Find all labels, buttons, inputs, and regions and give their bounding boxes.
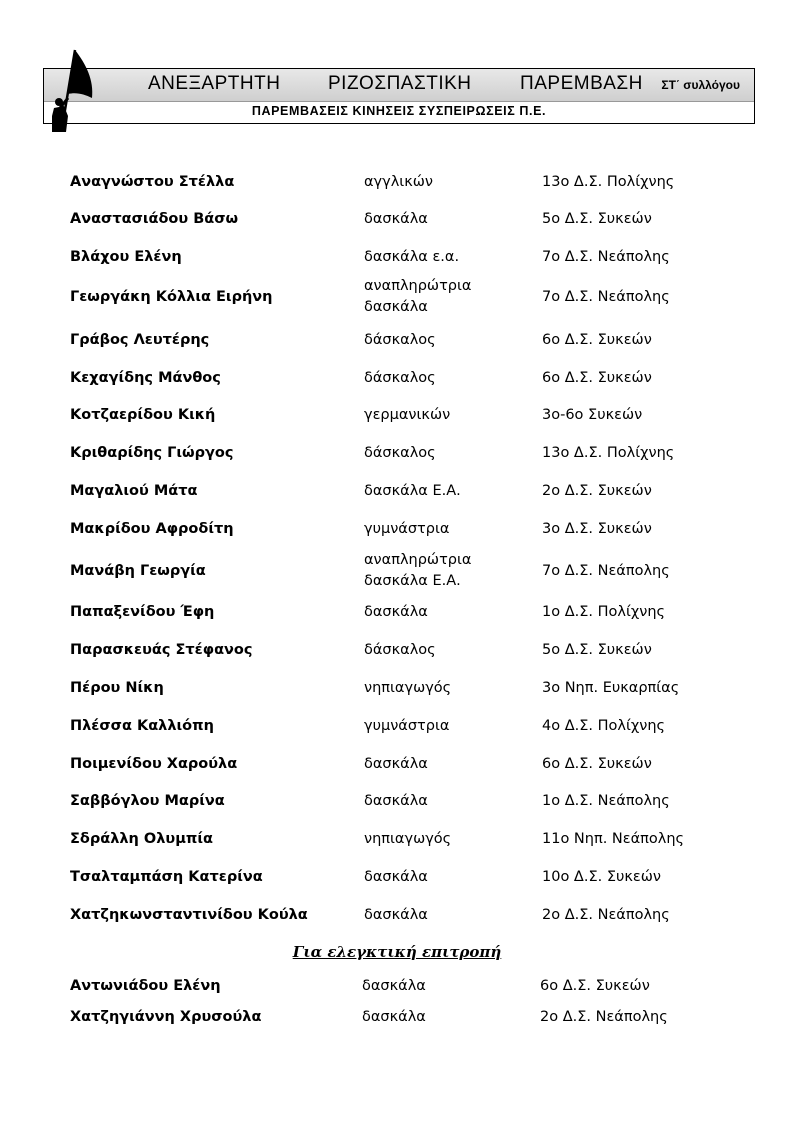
person-name: Αναγνώστου Στέλλα [70, 174, 235, 190]
person-role-line: γυμνάστρια [364, 717, 450, 734]
person-role [364, 280, 534, 314]
person-name: Ποιμενίδου Χαρούλα [70, 756, 238, 772]
table-row [70, 671, 750, 705]
person-role-line: νηπιαγωγός [364, 679, 452, 696]
table-row [70, 595, 750, 629]
person-role [364, 671, 534, 705]
person-name: Τσαλταμπάση Κατερίνα [70, 869, 263, 885]
person-role [364, 361, 534, 395]
person-school: 10ο Δ.Σ. Συκεών [542, 869, 662, 885]
person-school: 2ο Δ.Σ. Νεάπολης [542, 907, 670, 923]
person-name: Κεχαγίδης Μάνθος [70, 370, 221, 386]
person-school: 2ο Δ.Σ. Νεάπολης [540, 1009, 668, 1025]
person-role-line: γερμανικών [364, 406, 451, 423]
person-school: 13ο Δ.Σ. Πολίχνης [542, 174, 675, 190]
person-school: 5ο Δ.Σ. Συκεών [542, 211, 652, 227]
person-name: Σαββόγλου Μαρίνα [70, 793, 225, 809]
person-school: 3ο-6ο Συκεών [542, 407, 643, 423]
person-role [364, 436, 534, 470]
table-row [70, 822, 750, 856]
table-row [70, 898, 750, 932]
person-school: 13ο Δ.Σ. Πολίχνης [542, 445, 675, 461]
person-name: Γεωργάκη Κόλλια Ειρήνη [70, 289, 273, 305]
person-role-line: δασκάλα ε.α. [364, 248, 460, 265]
person-role [364, 323, 534, 357]
person-role-line: δασκάλα [362, 977, 426, 994]
header-title-word-2: ΡΙΖΟΣΠΑΣΤΙΚΗ [328, 73, 472, 94]
person-role [364, 240, 534, 274]
person-role [364, 784, 534, 818]
person-name: Κριθαρίδης Γιώργος [70, 445, 234, 461]
header-title-suffix: ΣΤ΄ συλλόγου [661, 78, 740, 92]
person-school: 6ο Δ.Σ. Συκεών [542, 756, 652, 772]
person-role-line: δάσκαλος [364, 444, 436, 461]
person-role [364, 595, 534, 629]
table-row [70, 747, 750, 781]
person-role-line: γυμνάστρια [364, 520, 450, 537]
person-role-line: δάσκαλος [364, 369, 436, 386]
table-row [70, 1000, 750, 1034]
person-school: 7ο Δ.Σ. Νεάπολης [542, 289, 670, 305]
person-name: Χατζηκωνσταντινίδου Κούλα [70, 907, 308, 923]
table-row [70, 474, 750, 508]
person-school: 4ο Δ.Σ. Πολίχνης [542, 718, 666, 734]
person-role [362, 969, 532, 1003]
person-role [364, 709, 534, 743]
person-name: Παρασκευάς Στέφανος [70, 642, 253, 658]
header-title-word-3: ΠΑΡΕΜΒΑΣΗ [520, 73, 643, 94]
flag-with-figure-icon [46, 46, 98, 132]
person-role [364, 474, 534, 508]
header-title-word-1: ΑΝΕΞΑΡΤΗΤΗ [148, 73, 281, 94]
table-row [70, 784, 750, 818]
person-name: Πλέσσα Καλλιόπη [70, 718, 214, 734]
person-name: Αντωνιάδου Ελένη [70, 978, 221, 994]
person-role-line: νηπιαγωγός [364, 830, 452, 847]
person-name: Σδράλλη Ολυμπία [70, 831, 213, 847]
person-role [364, 898, 534, 932]
person-school: 1ο Δ.Σ. Νεάπολης [542, 793, 670, 809]
person-role-line: δασκάλα [364, 792, 428, 809]
person-school: 6ο Δ.Σ. Συκεών [542, 370, 652, 386]
table-row [70, 969, 750, 1003]
table-row [70, 323, 750, 357]
person-role [364, 202, 534, 236]
person-role-line: αναπληρώτρια [364, 552, 472, 568]
person-role [364, 165, 534, 199]
table-row [70, 398, 750, 432]
header-title [148, 73, 740, 99]
person-school: 1ο Δ.Σ. Πολίχνης [542, 604, 666, 620]
table-row [70, 436, 750, 470]
table-row [70, 860, 750, 894]
person-role-line: δασκάλα Ε.Α. [364, 573, 461, 589]
person-role-line: δάσκαλος [364, 641, 436, 658]
person-role-line: αγγλικών [364, 173, 433, 190]
person-name: Μακρίδου Αφροδίτη [70, 521, 234, 537]
person-school: 2ο Δ.Σ. Συκεών [542, 483, 652, 499]
person-name: Μανάβη Γεωργία [70, 563, 206, 579]
person-name: Κοτζαερίδου Κική [70, 407, 216, 423]
person-school: 7ο Δ.Σ. Νεάπολης [542, 249, 670, 265]
person-role [364, 822, 534, 856]
person-role [364, 747, 534, 781]
person-role-line: αναπληρώτρια [364, 278, 472, 294]
person-role-line: δασκάλα [364, 906, 428, 923]
table-row [70, 202, 750, 236]
person-role [364, 633, 534, 667]
person-school: 6ο Δ.Σ. Συκεών [540, 978, 650, 994]
person-school: 6ο Δ.Σ. Συκεών [542, 332, 652, 348]
table-row [70, 709, 750, 743]
person-role-line: δασκάλα [364, 210, 428, 227]
person-name: Πέρου Νίκη [70, 680, 164, 696]
person-name: Γράβος Λευτέρης [70, 332, 210, 348]
person-role-line: δασκάλα [364, 755, 428, 772]
person-school: 5ο Δ.Σ. Συκεών [542, 642, 652, 658]
person-role [362, 1000, 532, 1034]
person-role [364, 398, 534, 432]
person-role-line: δασκάλα [362, 1008, 426, 1025]
person-school: 7ο Δ.Σ. Νεάπολης [542, 563, 670, 579]
person-role-line: δασκάλα [364, 603, 428, 620]
person-role-line: δασκάλα [364, 868, 428, 885]
person-role [364, 512, 534, 546]
person-school: 11ο Νηπ. Νεάπολης [542, 831, 685, 847]
table-row [70, 633, 750, 667]
person-name: Παπαξενίδου Έφη [70, 604, 215, 620]
person-name: Αναστασιάδου Βάσω [70, 211, 239, 227]
header-box [43, 68, 755, 124]
person-name: Χατζηγιάννη Χρυσούλα [70, 1009, 262, 1025]
table-row [70, 240, 750, 274]
person-role [364, 860, 534, 894]
person-name: Μαγαλιού Μάτα [70, 483, 198, 499]
person-role-line: δάσκαλος [364, 331, 436, 348]
person-school: 3ο Νηπ. Ευκαρπίας [542, 680, 680, 696]
person-role-line: δασκάλα Ε.Α. [364, 482, 461, 499]
person-school: 3ο Δ.Σ. Συκεών [542, 521, 652, 537]
person-name: Βλάχου Ελένη [70, 249, 182, 265]
person-role-line: δασκάλα [364, 299, 428, 315]
table-row [70, 280, 750, 314]
committee-title: Για ελεγκτική επιτροπή [292, 943, 502, 961]
table-row [70, 165, 750, 199]
person-role [364, 554, 534, 588]
table-row [70, 512, 750, 546]
table-row [70, 361, 750, 395]
header-subtitle: ΠΑΡΕΜΒΑΣΕΙΣ ΚΙΝΗΣΕΙΣ ΣΥΣΠΕΙΡΩΣΕΙΣ Π.Ε. [251, 104, 547, 118]
table-row [70, 554, 750, 588]
